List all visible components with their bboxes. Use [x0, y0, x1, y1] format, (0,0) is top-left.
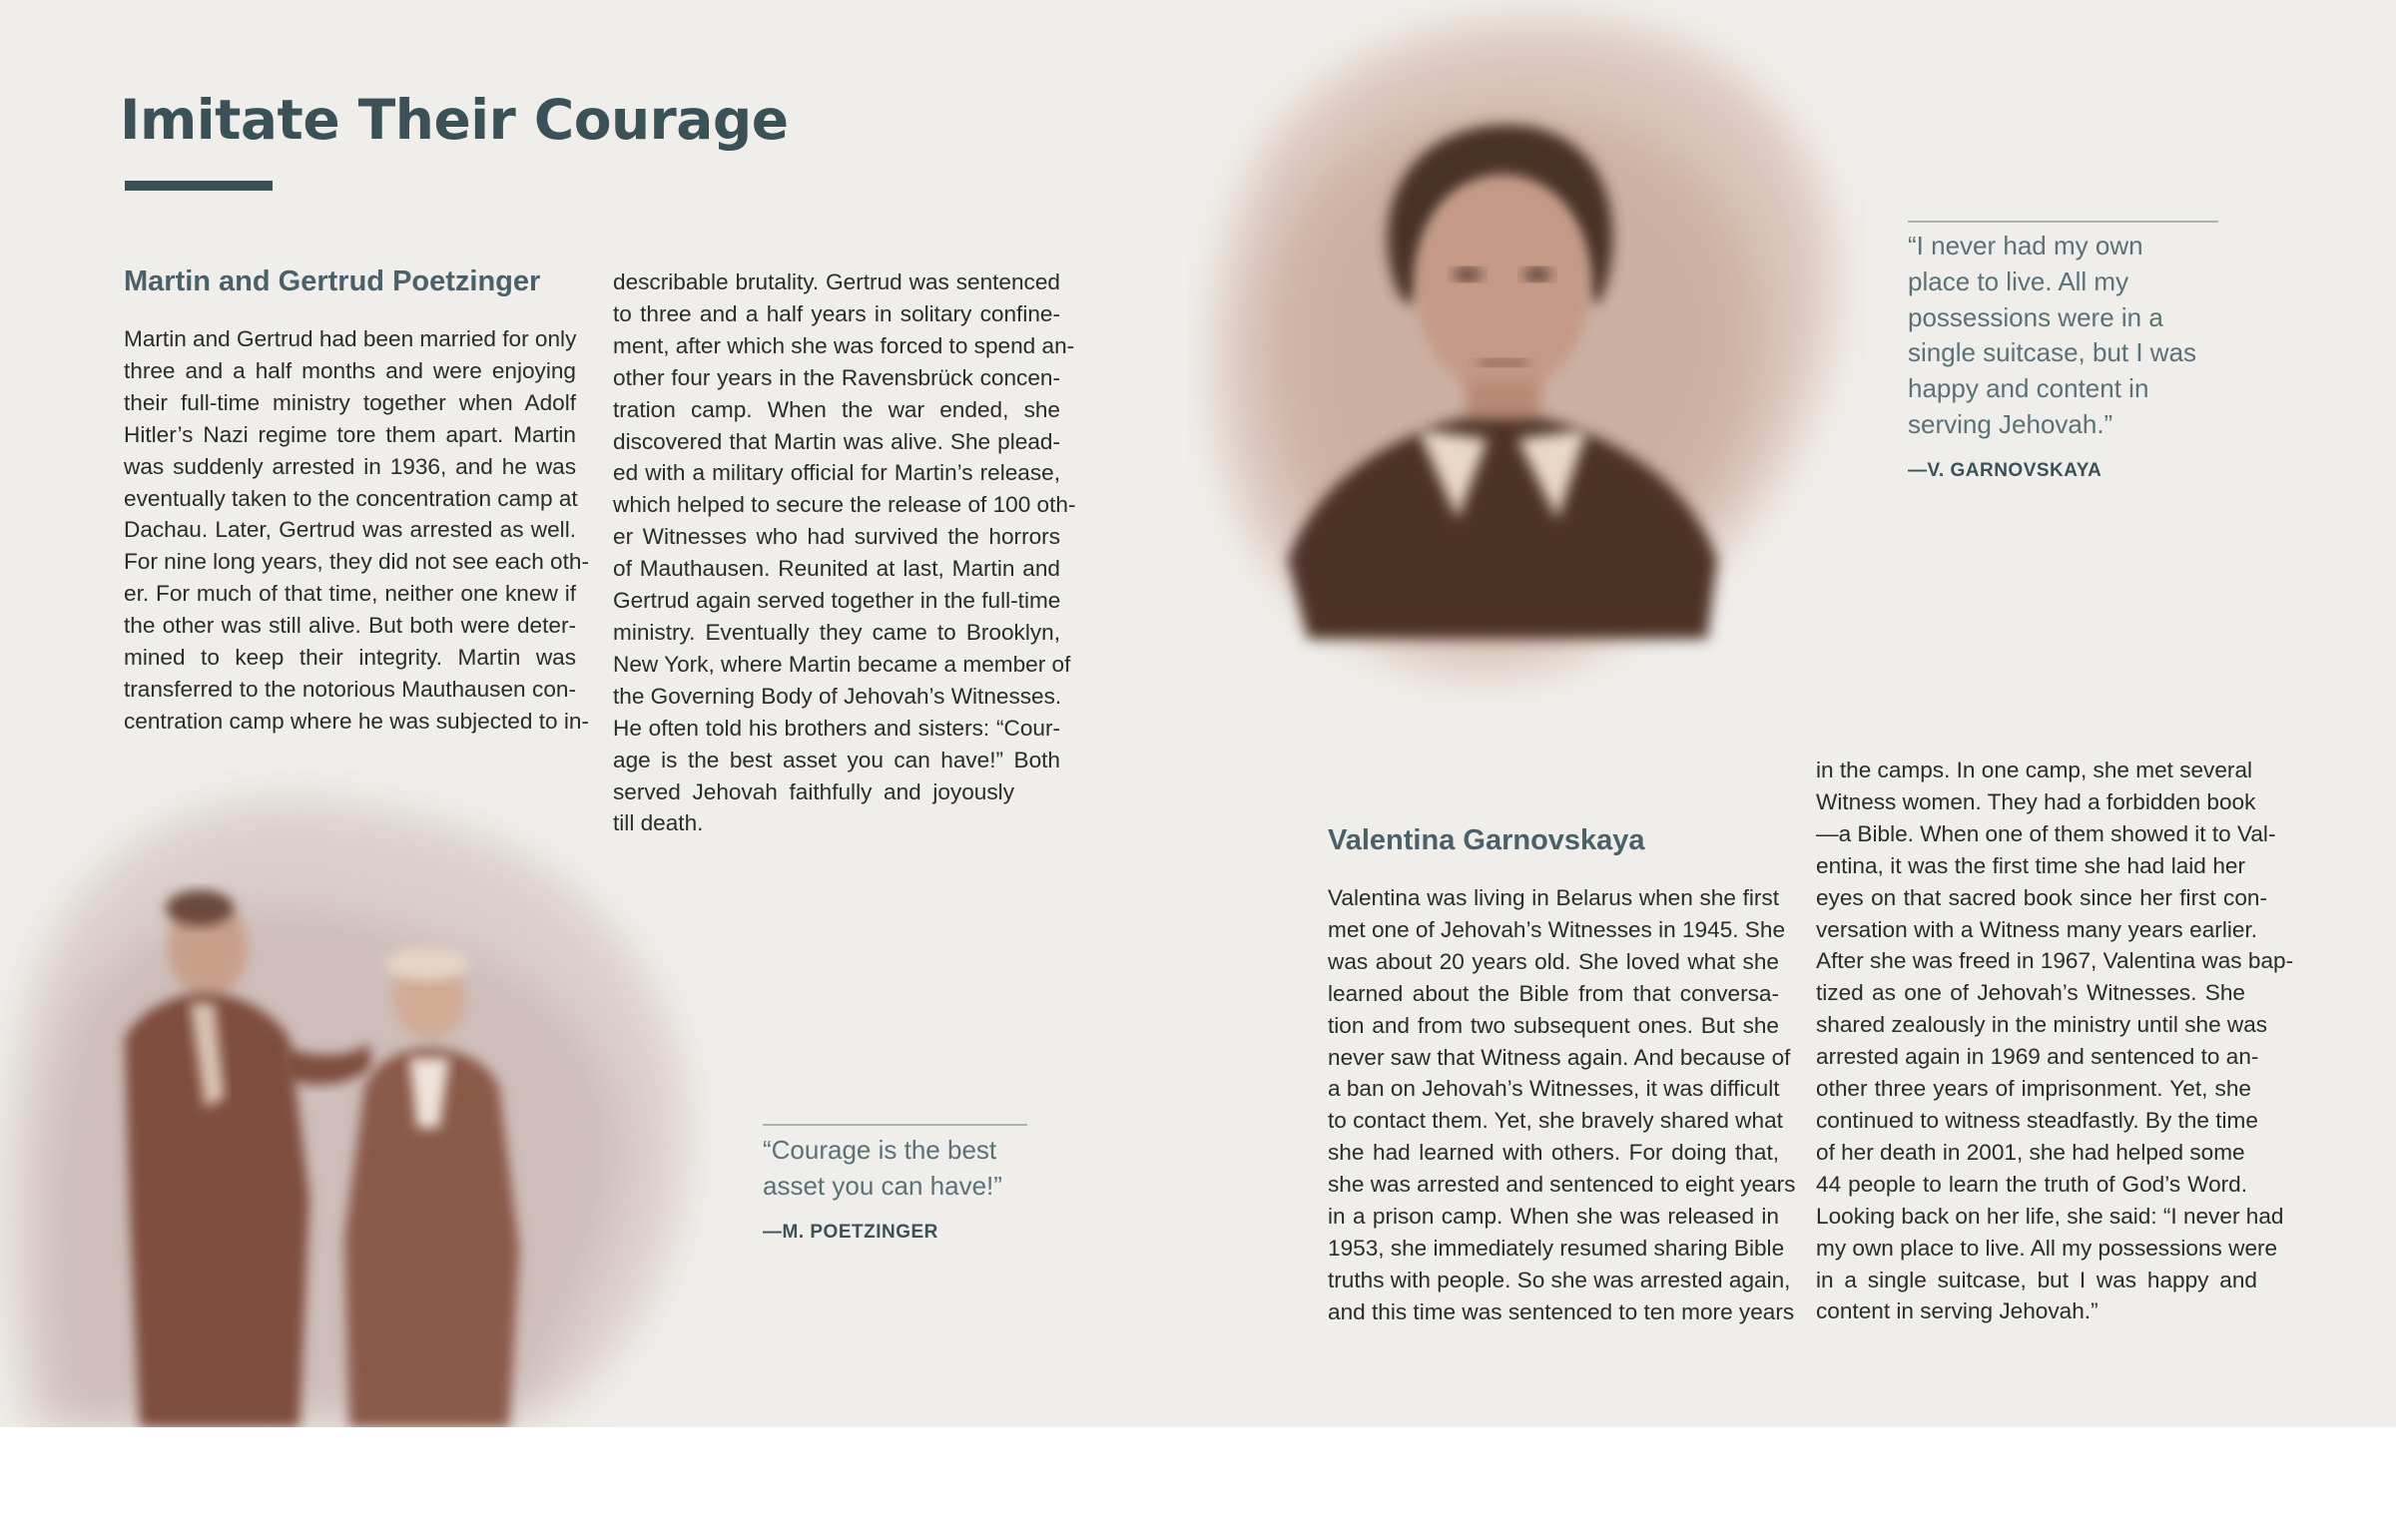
text-line: 44 people to learn the truth of God’s Word. [1816, 1171, 2247, 1197]
poetzinger-column-1 [124, 323, 589, 738]
text-line: For nine long years, they did not see each oth- [124, 549, 589, 575]
garnovskaya-attribution: —V. GARNOVSKAYA [1908, 460, 2102, 481]
text-line: till death. [613, 810, 704, 836]
text-line: shared zealously in the ministry until she was [1816, 1012, 2268, 1038]
text-line: to three and a half years in solitary confine- [613, 300, 1060, 326]
text-line: Looking back on her life, she said: “I never had [1816, 1203, 2284, 1229]
text-line: age is the best asset you can have!” Both [613, 747, 1060, 772]
garnovskaya-column-2 [1816, 755, 2294, 1327]
text-line: ed with a military official for Martin’s release, [613, 460, 1060, 486]
text-line: three and a half months and were enjoying [124, 357, 576, 383]
text-line: which helped to secure the release of 100 oth- [613, 492, 1076, 518]
poetzinger-column-2 [613, 266, 1076, 839]
text-line: a ban on Jehovah’s Witnesses, it was difficult [1328, 1076, 1780, 1102]
quote-line: “I never had my own [1908, 231, 2143, 260]
quote-line: single suitcase, but I was [1908, 337, 2197, 368]
quote-line: serving Jehovah.” [1908, 408, 2113, 439]
text-line: New York, where Martin became a member of [613, 651, 1071, 677]
garnovskaya-quote-rule [1908, 221, 2218, 223]
text-line: truths with people. So she was arrested again, [1328, 1267, 1791, 1292]
text-line: the Governing Body of Jehovah’s Witnesses. [613, 683, 1062, 709]
text-line: she was arrested and sentenced to eight years [1328, 1172, 1796, 1198]
text-line: entina, it was the first time she had laid her [1816, 852, 2245, 878]
text-line: in a prison camp. When she was released in [1328, 1204, 1779, 1230]
text-line: Gertrud again served together in the full-time [613, 588, 1061, 614]
garnovskaya-heading: Valentina Garnovskaya [1328, 824, 1645, 856]
text-line: of Mauthausen. Reunited at last, Martin and [613, 556, 1060, 582]
poetzinger-heading: Martin and Gertrud Poetzinger [124, 265, 541, 297]
poetzinger-attribution: —M. POETZINGER [763, 1222, 938, 1243]
text-line: the other was still alive. But both were deter- [124, 613, 576, 639]
text-line: er Witnesses who had survived the horrors [613, 524, 1060, 550]
text-line: of her death in 2001, she had helped some [1816, 1139, 2245, 1165]
text-line: in a single suitcase, but I was happy and [1816, 1267, 2257, 1292]
text-line: met one of Jehovah’s Witnesses in 1945. She [1328, 916, 1786, 942]
quote-line: “Courage is the best [763, 1135, 997, 1165]
text-line: tration camp. When the war ended, she [613, 396, 1060, 422]
text-line: their full-time ministry together when Adolf [124, 389, 576, 415]
text-line: learned about the Bible from that conversa- [1328, 980, 1779, 1006]
text-line: served Jehovah faithfully and joyously [613, 778, 1014, 804]
text-line: After she was freed in 1967, Valentina was bap- [1816, 948, 2294, 974]
text-line: to contact them. Yet, she bravely shared what [1328, 1108, 1783, 1134]
text-line: content in serving Jehovah.” [1816, 1298, 2098, 1324]
text-line: Valentina was living in Belarus when she first [1328, 885, 1779, 910]
quote-line: possessions were in a [1908, 301, 2163, 332]
text-line: Hitler’s Nazi regime tore them apart. Martin [124, 421, 576, 447]
text-line: eyes on that sacred book since her first con- [1816, 884, 2267, 910]
text-line: my own place to live. All my possessions were [1816, 1235, 2278, 1261]
text-line: she had learned with others. For doing that, [1328, 1140, 1779, 1166]
text-line: Martin and Gertrud had been married for only [124, 326, 577, 351]
text-line: He often told his brothers and sisters: “Cour- [613, 715, 1060, 741]
text-line: transferred to the notorious Mauthausen con- [124, 676, 576, 702]
text-line: ministry. Eventually they came to Brooklyn, [613, 619, 1060, 645]
text-line: was suddenly arrested in 1936, and he was [124, 453, 576, 479]
poetzinger-pull-quote [763, 1133, 1002, 1205]
text-line: in the camps. In one camp, she met several [1816, 758, 2253, 782]
garnovskaya-photo [1188, 0, 1867, 719]
text-line: Dachau. Later, Gertrud was arrested as well. [124, 517, 576, 543]
text-line: ment, after which she was forced to spend an- [613, 332, 1075, 358]
text-line: tized as one of Jehovah’s Witnesses. She [1816, 980, 2245, 1006]
title-underline [125, 181, 273, 191]
text-line: centration camp where he was subjected to in- [124, 708, 589, 734]
text-line: er. For much of that time, neither one knew if [124, 581, 576, 607]
text-line: mined to keep their integrity. Martin was [124, 645, 576, 671]
text-line: never saw that Witness again. And because of [1328, 1044, 1791, 1070]
text-line: other three years of imprisonment. Yet, she [1816, 1076, 2251, 1102]
poetzinger-photo [0, 769, 719, 1427]
page-title: Imitate Their Courage [120, 88, 789, 152]
text-line: eventually taken to the concentration camp at [124, 485, 578, 511]
text-line: describable brutality. Gertrud was sentenced [613, 269, 1060, 294]
quote-line: happy and content in [1908, 373, 2149, 404]
quote-line: place to live. All my [1908, 265, 2129, 296]
quote-line: asset you can have!” [763, 1170, 1002, 1201]
text-line: tion and from two subsequent ones. But she [1328, 1012, 1779, 1038]
garnovskaya-column-1 [1328, 882, 1796, 1328]
text-line: and this time was sentenced to ten more years [1328, 1298, 1795, 1324]
text-line: Witness women. They had a forbidden book [1816, 788, 2256, 814]
text-line: was about 20 years old. She loved what she [1328, 948, 1779, 974]
text-line: 1953, she immediately resumed sharing Bible [1328, 1235, 1785, 1261]
poetzinger-quote-rule [763, 1124, 1027, 1126]
text-line: —a Bible. When one of them showed it to Val- [1816, 820, 2276, 846]
text-line: arrested again in 1969 and sentenced to an- [1816, 1044, 2259, 1070]
text-line: continued to witness steadfastly. By the time [1816, 1107, 2258, 1133]
text-line: discovered that Martin was alive. She plead- [613, 428, 1060, 454]
garnovskaya-pull-quote [1908, 229, 2196, 443]
text-line: versation with a Witness many years earlier. [1816, 916, 2257, 942]
text-line: other four years in the Ravensbrück concen- [613, 364, 1060, 390]
